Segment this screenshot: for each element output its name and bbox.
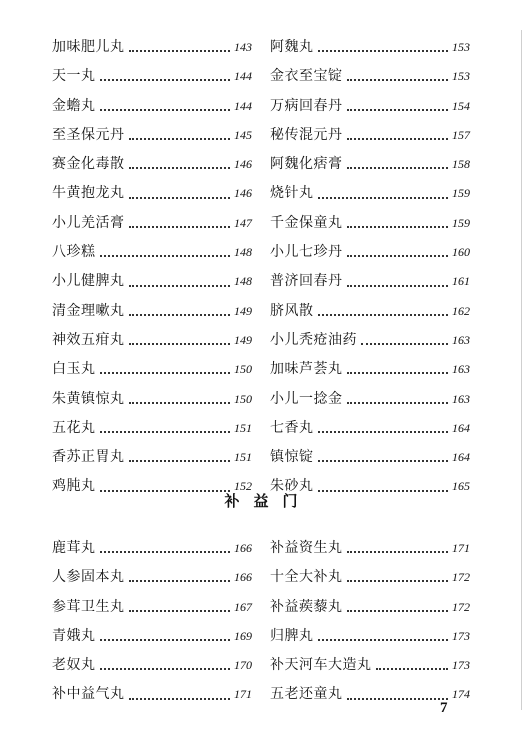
toc-entry <box>270 238 470 267</box>
toc-entry-title: 补天河车大造丸 <box>270 657 372 674</box>
dot-leader <box>129 579 231 582</box>
toc-entry-page-number: 159 <box>452 186 470 201</box>
toc-entry-title: 补益资生丸 <box>270 540 343 556</box>
toc-entry-page-number: 163 <box>452 362 470 377</box>
toc-entry-page-number: 167 <box>234 599 252 614</box>
toc-entry-page-number: 151 <box>234 420 252 435</box>
toc-entry-title: 千金保童丸 <box>270 214 343 231</box>
toc-entry <box>270 651 470 680</box>
dot-leader <box>347 166 449 169</box>
dot-leader <box>129 697 231 700</box>
page-edge-line <box>521 30 522 710</box>
toc-entry <box>52 238 252 267</box>
dot-leader <box>347 609 449 612</box>
toc-left-column-bottom <box>52 534 252 710</box>
dot-leader <box>100 371 231 374</box>
toc-entry-page-number: 146 <box>234 186 252 201</box>
toc-entry-page-number: 145 <box>234 127 252 142</box>
toc-entry-title: 十全大补丸 <box>270 569 343 586</box>
toc-entry <box>52 326 252 355</box>
toc-entry-page-number: 173 <box>452 658 470 673</box>
toc-entry-title: 青娥丸 <box>52 627 96 644</box>
toc-entry <box>270 355 470 384</box>
toc-entry-page-number: 143 <box>234 40 252 54</box>
toc-entry-title: 小儿羌活膏 <box>52 214 125 231</box>
toc-entry-page-number: 174 <box>452 687 470 702</box>
toc-entry <box>52 62 252 91</box>
toc-entry-title: 烧针丸 <box>270 185 314 202</box>
toc-entry-page-number: 161 <box>452 274 470 289</box>
toc-entry-page-number: 166 <box>234 570 252 585</box>
dot-leader <box>347 371 449 374</box>
toc-entry <box>52 33 252 62</box>
toc-entry-title: 至圣保元丹 <box>52 126 125 143</box>
toc-entry-page-number: 172 <box>452 599 470 614</box>
toc-entry-page-number: 162 <box>452 303 470 318</box>
toc-entry-title: 鸡肫丸 <box>52 478 96 495</box>
dot-leader <box>129 49 231 52</box>
toc-entry-page-number: 163 <box>452 332 470 347</box>
dot-leader <box>318 313 449 316</box>
toc-entry-title: 普济回春丹 <box>270 273 343 290</box>
toc-entry-page-number: 148 <box>234 245 252 260</box>
toc-entry-title: 脐风散 <box>270 302 314 319</box>
toc-entry-title: 加味肥儿丸 <box>52 39 125 55</box>
toc-entry-title: 香苏正胃丸 <box>52 449 125 466</box>
toc-entry-title: 小儿秃疮油药 <box>270 331 357 348</box>
dot-leader <box>100 254 231 257</box>
toc-entry-title: 老奴丸 <box>52 657 96 674</box>
toc-entry-page-number: 149 <box>234 332 252 347</box>
toc-entry-title: 朱黄镇惊丸 <box>52 390 125 407</box>
toc-entry-title: 白玉丸 <box>52 361 96 378</box>
toc-entry <box>52 534 252 563</box>
toc-entry <box>52 680 252 709</box>
toc-entry-title: 天一丸 <box>52 68 96 85</box>
toc-entry-title: 秘传混元丹 <box>270 126 343 143</box>
toc-entry <box>52 209 252 238</box>
toc-entry <box>270 385 470 414</box>
toc-entry-title: 补中益气丸 <box>52 686 125 703</box>
toc-entry-title: 补益蒺藜丸 <box>270 598 343 615</box>
toc-entry <box>52 297 252 326</box>
toc-entry-title: 小儿健脾丸 <box>52 273 125 290</box>
page-number: 7 <box>440 700 448 716</box>
dot-leader <box>129 166 231 169</box>
dot-leader <box>347 550 449 553</box>
toc-entry-page-number: 171 <box>234 687 252 702</box>
toc-entry-page-number: 157 <box>452 127 470 142</box>
dot-leader <box>318 49 449 52</box>
toc-entry-page-number: 150 <box>234 391 252 406</box>
dot-leader <box>129 609 231 612</box>
toc-entry <box>52 443 252 472</box>
toc-entry-title: 加味芦荟丸 <box>270 361 343 378</box>
toc-entry-title: 朱砂丸 <box>270 478 314 495</box>
toc-entry-title: 鹿茸丸 <box>52 540 96 556</box>
toc-entry <box>52 150 252 179</box>
toc-entry <box>270 443 470 472</box>
toc-entry-title: 金衣至宝锭 <box>270 68 343 85</box>
toc-entry-title: 镇惊锭 <box>270 449 314 466</box>
toc-entry-page-number: 170 <box>234 658 252 673</box>
dot-leader <box>347 579 449 582</box>
toc-right-column-bottom <box>270 534 470 710</box>
toc-entry-page-number: 149 <box>234 303 252 318</box>
toc-entry <box>270 622 470 651</box>
toc-entry-page-number: 158 <box>452 157 470 172</box>
toc-entry-page-number: 144 <box>234 69 252 84</box>
toc-entry-page-number: 153 <box>452 69 470 84</box>
toc-left-column-top <box>52 33 252 502</box>
toc-entry-title: 赛金化毒散 <box>52 156 125 173</box>
dot-leader <box>347 225 449 228</box>
toc-entry-page-number: 164 <box>452 420 470 435</box>
toc-entry <box>270 33 470 62</box>
toc-entry <box>52 563 252 592</box>
toc-entry-page-number: 146 <box>234 157 252 172</box>
toc-entry <box>270 92 470 121</box>
toc-entry-page-number: 166 <box>234 541 252 555</box>
dot-leader <box>100 550 231 553</box>
dot-leader <box>376 667 449 670</box>
toc-entry <box>270 121 470 150</box>
dot-leader <box>347 254 449 257</box>
dot-leader <box>129 313 231 316</box>
toc-entry <box>52 622 252 651</box>
toc-entry-title: 清金理嗽丸 <box>52 302 125 319</box>
toc-entry-title: 八珍糕 <box>52 244 96 261</box>
dot-leader <box>318 459 449 462</box>
toc-entry <box>52 414 252 443</box>
dot-leader <box>100 638 231 641</box>
dot-leader <box>129 401 231 404</box>
toc-entry-title: 金蟾丸 <box>52 97 96 114</box>
toc-entry <box>270 150 470 179</box>
dot-leader <box>361 342 448 345</box>
toc-entry <box>52 593 252 622</box>
toc-entry-page-number: 172 <box>452 570 470 585</box>
toc-entry-title: 阿魏化痞膏 <box>270 156 343 173</box>
toc-entry-page-number: 163 <box>452 391 470 406</box>
toc-entry-title: 五花丸 <box>52 419 96 436</box>
toc-entry-page-number: 165 <box>452 479 470 494</box>
dot-leader <box>318 430 449 433</box>
toc-entry <box>270 326 470 355</box>
toc-entry <box>270 563 470 592</box>
toc-entry <box>270 179 470 208</box>
toc-entry <box>270 534 470 563</box>
dot-leader <box>129 196 231 199</box>
toc-entry-page-number: 154 <box>452 98 470 113</box>
toc-entry <box>270 267 470 296</box>
dot-leader <box>100 667 231 670</box>
toc-entry <box>270 297 470 326</box>
dot-leader <box>347 284 449 287</box>
toc-entry <box>270 593 470 622</box>
toc-entry-page-number: 169 <box>234 628 252 643</box>
toc-entry-page-number: 160 <box>452 245 470 260</box>
dot-leader <box>347 697 449 700</box>
toc-entry <box>52 121 252 150</box>
toc-entry <box>52 179 252 208</box>
toc-entry-page-number: 150 <box>234 362 252 377</box>
toc-entry-page-number: 152 <box>234 479 252 494</box>
dot-leader <box>129 459 231 462</box>
toc-entry <box>270 62 470 91</box>
toc-entry-title: 万病回春丹 <box>270 97 343 114</box>
toc-entry-page-number: 151 <box>234 450 252 465</box>
toc-entry-title: 牛黄抱龙丸 <box>52 185 125 202</box>
toc-entry <box>52 92 252 121</box>
dot-leader <box>318 196 449 199</box>
toc-entry-page-number: 148 <box>234 274 252 289</box>
dot-leader <box>129 225 231 228</box>
dot-leader <box>100 430 231 433</box>
toc-entry-page-number: 164 <box>452 450 470 465</box>
toc-entry-page-number: 147 <box>234 215 252 230</box>
toc-entry-title: 人参固本丸 <box>52 569 125 586</box>
toc-entry-title: 小儿七珍丹 <box>270 244 343 261</box>
toc-entry-title: 七香丸 <box>270 419 314 436</box>
dot-leader <box>347 401 449 404</box>
toc-entry-page-number: 153 <box>452 40 470 54</box>
toc-entry <box>52 651 252 680</box>
toc-entry-page-number: 159 <box>452 215 470 230</box>
dot-leader <box>100 108 231 111</box>
dot-leader <box>347 137 449 140</box>
toc-entry-page-number: 171 <box>452 541 470 555</box>
dot-leader <box>100 78 231 81</box>
dot-leader <box>318 638 449 641</box>
toc-entry-title: 神效五疳丸 <box>52 331 125 348</box>
toc-entry-title: 归脾丸 <box>270 627 314 644</box>
toc-entry <box>270 209 470 238</box>
toc-entry-title: 参茸卫生丸 <box>52 598 125 615</box>
toc-entry <box>52 355 252 384</box>
toc-entry-title: 小儿一捻金 <box>270 390 343 407</box>
toc-entry-title: 阿魏丸 <box>270 39 314 55</box>
dot-leader <box>129 342 231 345</box>
dot-leader <box>129 284 231 287</box>
section-title: 补益门 <box>224 492 312 510</box>
toc-entry-page-number: 144 <box>234 98 252 113</box>
dot-leader <box>347 108 449 111</box>
dot-leader <box>129 137 231 140</box>
dot-leader <box>347 78 449 81</box>
toc-entry-title: 五老还童丸 <box>270 686 343 703</box>
toc-entry <box>270 414 470 443</box>
toc-right-column-top <box>270 33 470 502</box>
toc-entry <box>52 267 252 296</box>
toc-entry-page-number: 173 <box>452 628 470 643</box>
toc-entry <box>52 385 252 414</box>
